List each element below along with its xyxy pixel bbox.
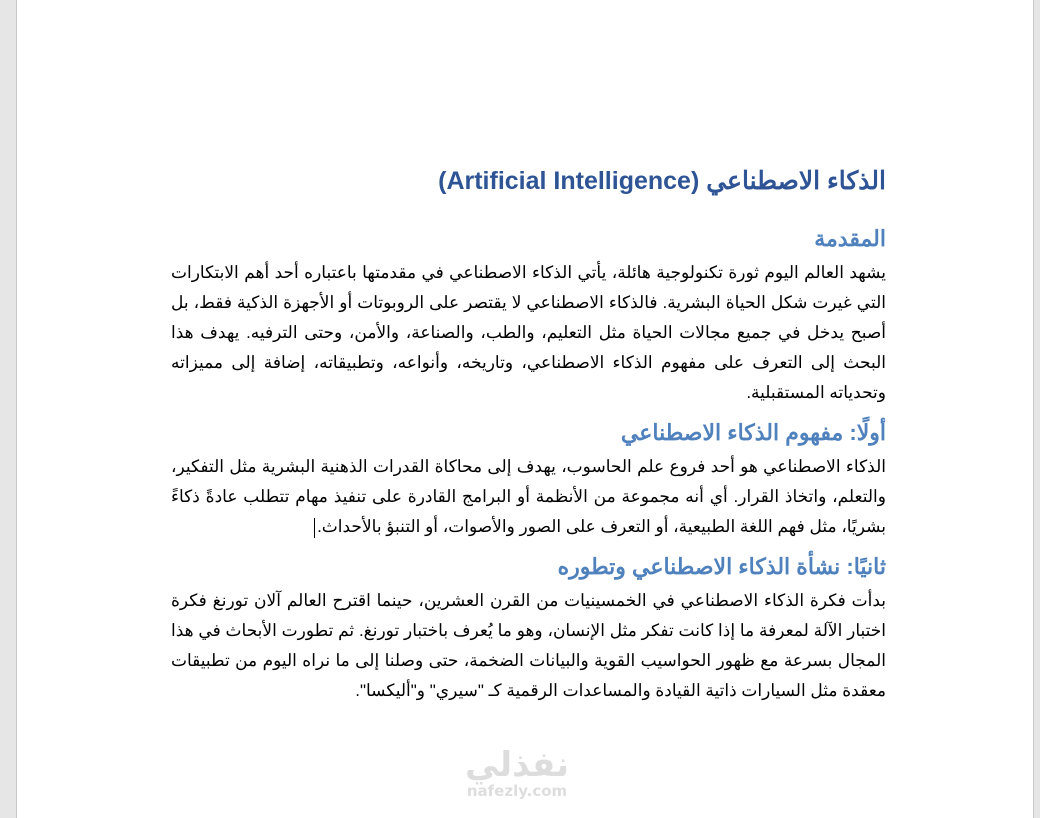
- section-body-concept: [171, 452, 886, 542]
- section-body-introduction: يشهد العالم اليوم ثورة تكنولوجية هائلة، يأتي الذكاء الاصطناعي في مقدمتها باعتباره أحد أهم الابتكارات التي غيرت شكل الحياة البشرية. فالذكاء الاصطناعي لا يقتصر على الروبوتات أو الأجهزة الذكية فقط، بل أصبح يدخل في جميع مجالات الحياة مثل التعليم، والطب، والصناعة، والأمن، وحتى الترفيه. يهدف هذا البحث إلى التعرف على مفهوم الذكاء الاصطناعي، وتاريخه، وأنواعه، وتطبيقاته، إضافة إلى مميزاته وتحدياته المستقبلية.: [171, 263, 886, 402]
- text-cursor: [314, 518, 315, 538]
- section-heading-introduction: المقدمة: [814, 226, 886, 251]
- document-body[interactable]: [171, 162, 886, 714]
- document-page[interactable]: [16, 0, 1034, 818]
- section-body-history: بدأت فكرة الذكاء الاصطناعي في الخمسينيات من القرن العشرين، حينما اقترح العالم آلان تورنغ فكرة اختبار الآلة لمعرفة ما إذا كانت تفكر مثل الإنسان، وهو ما يُعرف باختبار تورنغ. ثم تطورت الأبحاث في هذا المجال بسرعة مع ظهور الحواسيب القوية والبيانات الضخمة، حتى وصلنا إلى ما نراه اليوم من تطبيقات معقدة مثل السيارات ذاتية القيادة والمساعدات الرقمية كـ "سيري" و"أليكسا".: [171, 591, 886, 700]
- section-heading-history: ثانيًا: نشأة الذكاء الاصطناعي وتطوره: [557, 554, 886, 579]
- watermark-logo: [465, 745, 570, 800]
- document-title: الذكاء الاصطناعي (Artificial Intelligence): [438, 167, 886, 195]
- section-body-concept-text: الذكاء الاصطناعي هو أحد فروع علم الحاسوب، يهدف إلى محاكاة القدرات الذهنية البشرية مثل التفكير، والتعلم، واتخاذ القرار. أي أنه مجموعة من الأنظمة أو البرامج القادرة على تنفيذ مهام تتطلب عادةً ذكاءً بشريًا، مثل فهم اللغة الطبيعية، أو التعرف على الصور والأصوات، أو التنبؤ بالأحداث.: [171, 457, 886, 536]
- section-heading-concept: أولًا: مفهوم الذكاء الاصطناعي: [620, 420, 886, 445]
- watermark-arabic: نفذلي: [465, 745, 570, 785]
- watermark-latin: nafezly.com: [466, 782, 568, 800]
